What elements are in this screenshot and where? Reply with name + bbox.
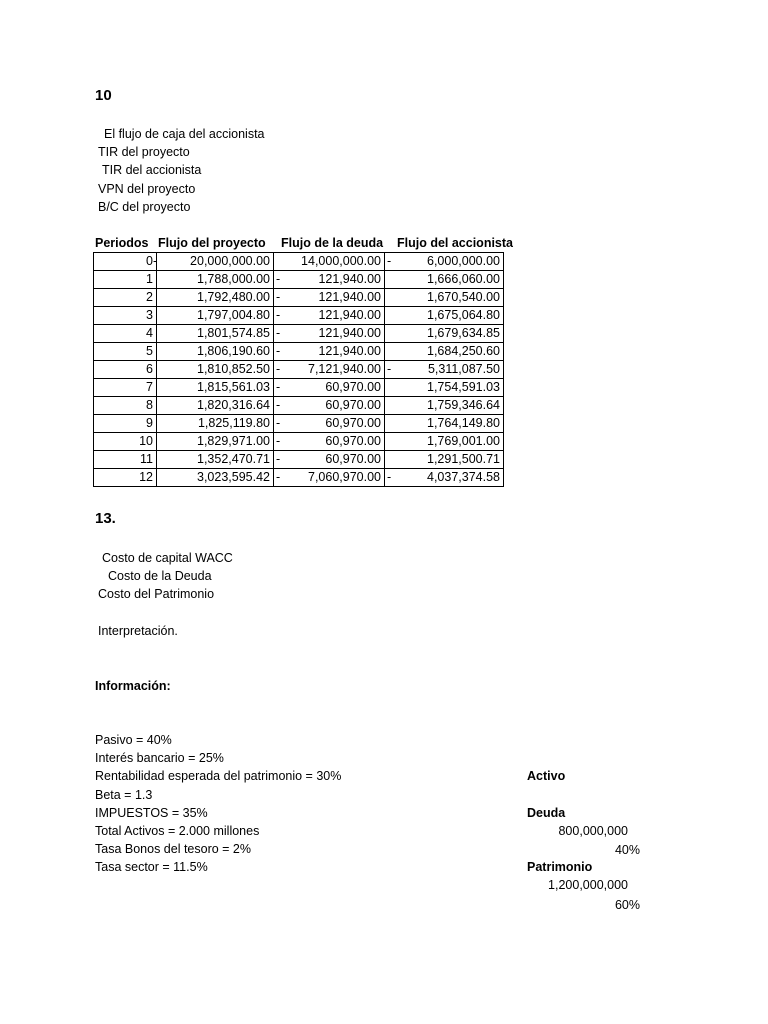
cell-value: 5,311,087.50 [427, 362, 500, 376]
cell-value: 1,670,540.00 [427, 290, 500, 304]
cell-value: 4 [146, 326, 153, 340]
cell-debt-flow [274, 379, 385, 397]
cell-value: 12 [139, 470, 153, 484]
cell-shareholder-flow [385, 379, 504, 397]
cell-value: 1,815,561.03 [197, 380, 270, 394]
cell-shareholder-flow [385, 361, 504, 379]
item-tir-proyecto: TIR del proyecto [98, 145, 190, 159]
table-row [94, 289, 504, 307]
negative-sign: - [276, 416, 281, 430]
cell-value: 0 [146, 254, 153, 268]
cell-debt-flow [274, 451, 385, 469]
item-tir-accionista: TIR del accionista [102, 163, 202, 177]
header-flujo-deuda: Flujo de la deuda [281, 236, 384, 250]
cash-flow-table [93, 252, 504, 487]
info-label: Información: [95, 679, 171, 693]
cell-project-flow [157, 397, 274, 415]
table-row [94, 379, 504, 397]
cell-period [94, 469, 157, 487]
cell-project-flow [157, 433, 274, 451]
cell-value: 2 [146, 290, 153, 304]
cell-value: 1,797,004.80 [197, 308, 270, 322]
table-row [94, 397, 504, 415]
cell-value: 1,352,470.71 [197, 452, 270, 466]
cell-debt-flow [274, 397, 385, 415]
cell-value: 121,940.00 [318, 308, 381, 322]
cell-value: 6,000,000.00 [427, 254, 500, 268]
cell-period [94, 325, 157, 343]
cell-value: 1,825,119.80 [197, 416, 270, 430]
cell-shareholder-flow [385, 289, 504, 307]
negative-sign: - [276, 326, 281, 340]
negative-sign: - [387, 362, 392, 376]
cell-value: 1,675,064.80 [427, 308, 500, 322]
negative-sign: - [276, 290, 281, 304]
cell-shareholder-flow [385, 397, 504, 415]
item-vpn-proyecto: VPN del proyecto [98, 182, 196, 196]
cell-value: 3,023,595.42 [197, 470, 270, 484]
negative-sign: - [276, 434, 281, 448]
cell-value: 121,940.00 [318, 326, 381, 340]
cell-value: 60,970.00 [325, 452, 381, 466]
cell-shareholder-flow [385, 271, 504, 289]
cell-debt-flow [274, 415, 385, 433]
balance-deuda-label: Deuda [527, 806, 566, 820]
item-costo-deuda: Costo de la Deuda [108, 569, 212, 583]
info-rentabilidad: Rentabilidad esperada del patrimonio = 30% [95, 769, 342, 783]
cell-value: 8 [146, 398, 153, 412]
balance-patrimonio-pct: 60% [614, 898, 640, 912]
cell-value: 1,754,591.03 [427, 380, 500, 394]
cell-shareholder-flow [385, 469, 504, 487]
table-row [94, 271, 504, 289]
cell-shareholder-flow [385, 433, 504, 451]
cell-project-flow [153, 253, 274, 271]
info-pasivo: Pasivo = 40% [95, 733, 172, 747]
cell-value: 1,801,574.85 [197, 326, 270, 340]
cell-debt-flow [274, 343, 385, 361]
cell-value: 1,291,500.71 [427, 452, 500, 466]
negative-sign: - [276, 272, 281, 286]
cell-debt-flow [274, 433, 385, 451]
cell-shareholder-flow [385, 325, 504, 343]
cell-project-flow [157, 343, 274, 361]
info-beta: Beta = 1.3 [95, 788, 153, 802]
cell-debt-flow [274, 361, 385, 379]
info-tasa-sector: Tasa sector = 11.5% [95, 860, 208, 874]
table-row [94, 469, 504, 487]
header-flujo-accionista: Flujo del accionista [397, 236, 513, 250]
negative-sign: - [276, 398, 281, 412]
cell-value: 1,684,250.60 [427, 344, 500, 358]
section-10-heading: 10 [95, 87, 112, 104]
cell-period [94, 271, 157, 289]
negative-sign: - [276, 308, 281, 322]
item-wacc: Costo de capital WACC [102, 551, 233, 565]
info-interes: Interés bancario = 25% [95, 751, 224, 765]
cell-value: 1,810,852.50 [197, 362, 270, 376]
cell-period [94, 307, 157, 325]
cell-value: 11 [140, 452, 153, 466]
cell-period [94, 253, 157, 271]
table-row [94, 433, 504, 451]
balance-deuda-value: 800,000,000 [558, 824, 628, 838]
cell-value: 1,666,060.00 [427, 272, 500, 286]
cell-value: 10 [139, 434, 153, 448]
cell-debt-flow [274, 325, 385, 343]
cell-value: 60,970.00 [325, 434, 381, 448]
cell-value: 9 [146, 416, 153, 430]
cell-value: 5 [146, 344, 153, 358]
table-row [94, 307, 504, 325]
cell-project-flow [157, 271, 274, 289]
cell-value: 1,792,480.00 [197, 290, 270, 304]
cell-value: 60,970.00 [325, 398, 381, 412]
cell-value: 20,000,000.00 [190, 254, 270, 268]
cell-debt-flow [274, 289, 385, 307]
cell-value: 1,829,971.00 [197, 434, 270, 448]
cell-value: 121,940.00 [318, 290, 381, 304]
cell-project-flow [157, 307, 274, 325]
cell-debt-flow [274, 271, 385, 289]
cell-value: 1,759,346.64 [427, 398, 500, 412]
cell-debt-flow [274, 253, 385, 271]
negative-sign: - [276, 380, 281, 394]
cell-value: 14,000,000.00 [301, 254, 381, 268]
info-total-activos: Total Activos = 2.000 millones [95, 824, 260, 838]
table-row [94, 415, 504, 433]
cell-period [94, 433, 157, 451]
info-impuestos: IMPUESTOS = 35% [95, 806, 208, 820]
cell-value: 121,940.00 [318, 272, 381, 286]
cell-value: 1,806,190.60 [197, 344, 270, 358]
cell-project-flow [157, 325, 274, 343]
balance-patrimonio-value: 1,200,000,000 [548, 878, 628, 892]
negative-sign: - [153, 254, 158, 268]
negative-sign: - [276, 470, 281, 484]
negative-sign: - [387, 470, 392, 484]
info-tasa-bonos: Tasa Bonos del tesoro = 2% [95, 842, 251, 856]
item-bc-proyecto: B/C del proyecto [98, 200, 191, 214]
negative-sign: - [387, 254, 392, 268]
cell-period [94, 451, 157, 469]
item-flujo-accionista: El flujo de caja del accionista [104, 127, 265, 141]
cell-value: 4,037,374.58 [427, 470, 500, 484]
cell-value: 3 [146, 308, 153, 322]
cell-shareholder-flow [385, 451, 504, 469]
interpretation-label: Interpretación. [98, 624, 178, 638]
cell-project-flow [157, 379, 274, 397]
cell-shareholder-flow [385, 343, 504, 361]
cell-value: 7,121,940.00 [308, 362, 381, 376]
cell-period [94, 379, 157, 397]
cell-period [94, 361, 157, 379]
header-periodos: Periodos [95, 236, 149, 250]
cell-value: 7,060,970.00 [308, 470, 381, 484]
cell-value: 1,788,000.00 [197, 272, 270, 286]
table-row [94, 343, 504, 361]
cell-period [94, 397, 157, 415]
cell-project-flow [157, 469, 274, 487]
cell-value: 1,679,634.85 [427, 326, 500, 340]
negative-sign: - [276, 452, 281, 466]
cell-debt-flow [274, 307, 385, 325]
balance-deuda-pct: 40% [614, 843, 640, 857]
cell-value: 6 [146, 362, 153, 376]
cell-period [94, 415, 157, 433]
cell-shareholder-flow [385, 415, 504, 433]
cell-project-flow [157, 415, 274, 433]
cell-project-flow [157, 289, 274, 307]
cell-period [94, 289, 157, 307]
cell-value: 1,764,149.80 [427, 416, 500, 430]
header-flujo-proyecto: Flujo del proyecto [158, 236, 266, 250]
balance-activo-label: Activo [527, 769, 566, 783]
cell-debt-flow [274, 469, 385, 487]
cell-project-flow [157, 451, 274, 469]
table-row [94, 253, 504, 271]
item-costo-patrimonio: Costo del Patrimonio [98, 587, 215, 601]
cell-value: 121,940.00 [318, 344, 381, 358]
cell-value: 1,820,316.64 [197, 398, 270, 412]
negative-sign: - [276, 344, 281, 358]
negative-sign: - [276, 362, 281, 376]
balance-patrimonio-label: Patrimonio [527, 860, 593, 874]
cell-value: 60,970.00 [325, 416, 381, 430]
cell-value: 1,769,001.00 [427, 434, 500, 448]
table-row [94, 451, 504, 469]
cell-value: 1 [146, 272, 153, 286]
cell-value: 7 [146, 380, 153, 394]
cell-project-flow [157, 361, 274, 379]
section-13-heading: 13. [95, 510, 116, 527]
cell-shareholder-flow [385, 253, 504, 271]
table-row [94, 325, 504, 343]
table-row [94, 361, 504, 379]
cell-period [94, 343, 157, 361]
cell-shareholder-flow [385, 307, 504, 325]
cell-value: 60,970.00 [325, 380, 381, 394]
